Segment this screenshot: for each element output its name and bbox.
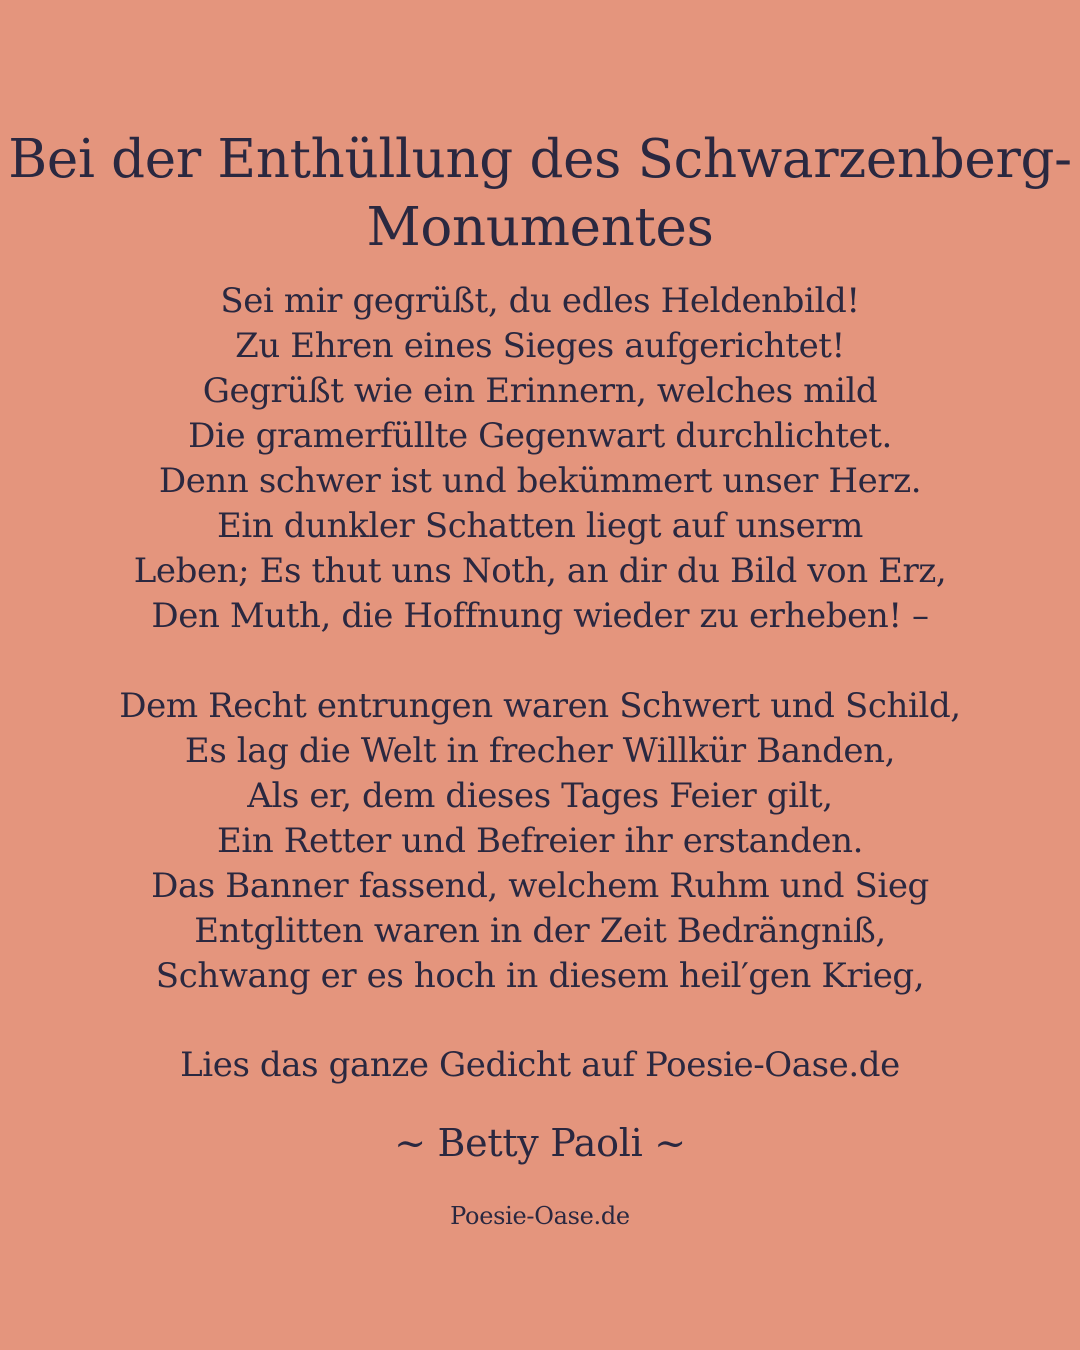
verse-line: Sei mir gegrüßt, du edles Heldenbild! <box>220 281 860 321</box>
verse-line: Zu Ehren eines Sieges aufgerichtet! <box>235 326 845 366</box>
poem-title <box>0 126 1080 262</box>
verse-line: Die gramerfüllte Gegenwart durchlichtet. <box>188 416 892 456</box>
poem-title-line-2: Monumentes <box>366 197 714 258</box>
stanza-1 <box>0 279 1080 639</box>
verse-line: Denn schwer ist und bekümmert unser Herz. <box>158 461 922 501</box>
read-full-poem-text: Lies das ganze Gedicht auf Poesie-Oase.de <box>180 1045 900 1085</box>
verse-line: Ein dunkler Schatten liegt auf unserm <box>217 506 863 546</box>
stanza-2 <box>0 684 1080 999</box>
verse-line: Gegrüßt wie ein Erinnern, welches mild <box>202 371 878 411</box>
verse-line: Ein Retter und Befreier ihr erstanden. <box>217 821 863 861</box>
site-credit: Poesie-Oase.de <box>450 1202 630 1230</box>
verse-line: Das Banner fassend, welchem Ruhm und Sieg <box>151 866 929 906</box>
verse-line: Schwang er es hoch in diesem heil′gen Krieg, <box>155 956 925 996</box>
verse-line: Dem Recht entrungen waren Schwert und Schild, <box>119 686 961 726</box>
verse-line: Leben; Es thut uns Noth, an dir du Bild von Erz, <box>133 551 947 591</box>
poem-author: ~ Betty Paoli ~ <box>394 1121 686 1165</box>
verse-line: Den Muth, die Hoffnung wieder zu erheben! – <box>151 596 929 636</box>
poem-title-line-1: Bei der Enthüllung des Schwarzenberg- <box>8 129 1072 190</box>
verse-line: Es lag die Welt in frecher Willkür Banden, <box>184 731 896 771</box>
verse-line: Als er, dem dieses Tages Feier gilt, <box>247 776 833 816</box>
verse-line: Entglitten waren in der Zeit Bedrängniß, <box>194 911 886 951</box>
